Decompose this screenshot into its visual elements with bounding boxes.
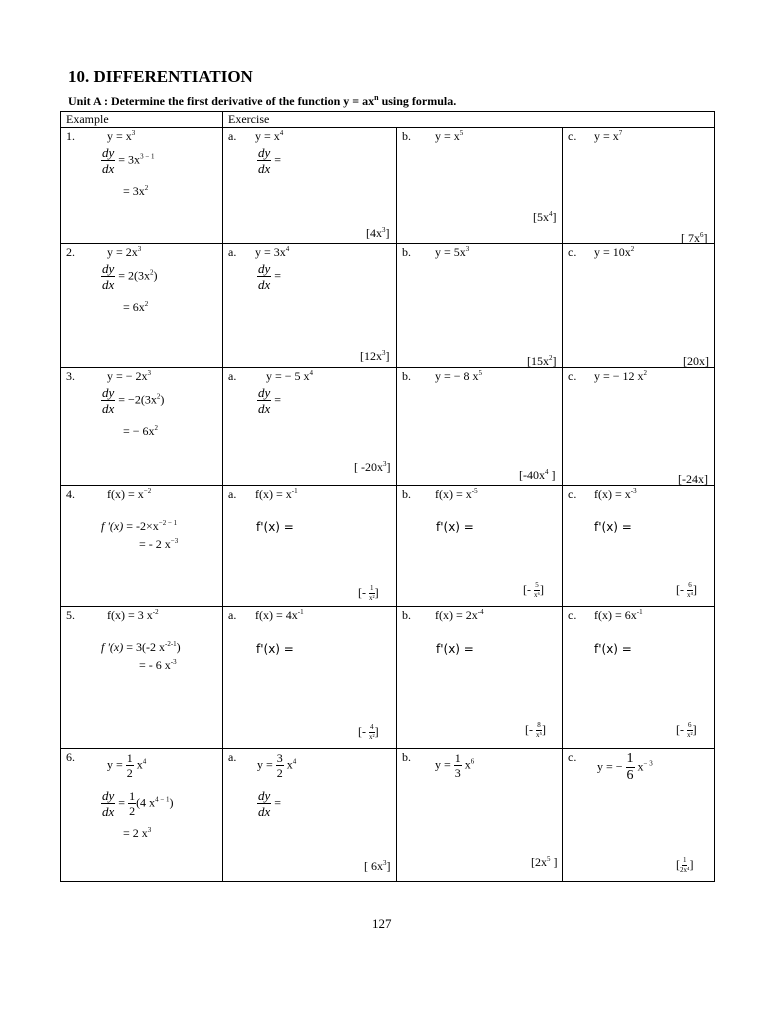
example-cell — [61, 486, 223, 607]
example-function: $y = x^3$ — [107, 129, 136, 143]
example-function: $f(x) = x^{-2}$ — [107, 487, 152, 501]
exercise-function: y = $\frac{3}{2}$ $x^4$ — [257, 751, 297, 780]
example-number: 2. — [66, 245, 75, 259]
answer-key: [ $\frac{1}{\text{2x⁴}}$ ] — [676, 856, 694, 874]
answer-blank: f'(x) = — [594, 642, 632, 656]
exercise-function: y = − 8 $x^5$ — [435, 369, 483, 383]
exercise-function: $y = x^4$ — [255, 129, 284, 143]
example-number: 4. — [66, 487, 75, 501]
exercise-letter: b. — [402, 245, 411, 259]
answer-blank: f'(x) = — [256, 642, 294, 656]
answer-key: $[12x^3]$ — [360, 349, 390, 363]
answer-blank: $\frac{dy}{dx}$ = — [258, 385, 282, 416]
example-cell — [61, 244, 223, 368]
exercise-letter: a. — [228, 608, 237, 622]
exercise-letter: c. — [568, 245, 577, 259]
answer-key: [- $\frac{4}{\text{x²}}$ ] — [358, 723, 379, 741]
exercise-function: $f(x) = 2x^{-4}$ — [435, 608, 484, 622]
exercise-cell — [563, 128, 715, 244]
exercise-letter: b. — [402, 750, 411, 764]
exercise-cell — [563, 607, 715, 749]
answer-blank: $\frac{dy}{dx}$ = — [258, 261, 282, 292]
derivative-result: = - 6 $x^{-3}$ — [139, 658, 177, 672]
section-title: 10. DIFFERENTIATION — [68, 67, 253, 86]
header-exercise: Exercise — [223, 112, 715, 128]
answer-key: [- $\frac{1}{\text{x²}}$ ] — [358, 584, 379, 602]
exercise-function: y = − 5 $x^4$ — [266, 369, 314, 383]
answer-key: [- $\frac{6}{\text{x⁴}}$ ] — [676, 581, 697, 599]
exercise-letter: a. — [228, 129, 237, 143]
answer-key: [20x] — [683, 354, 709, 368]
example-cell — [61, 749, 223, 882]
exercise-letter: c. — [568, 750, 577, 764]
derivative-result: = - 2 $x^{-3}$ — [139, 537, 179, 551]
exercise-cell — [397, 244, 563, 368]
derivative-result: = 2 $x^3$ — [123, 826, 152, 840]
exercise-cell — [223, 368, 397, 486]
exercise-function: $f(x) = 4x^{-1}$ — [255, 608, 304, 622]
exercise-letter: b. — [402, 129, 411, 143]
exercise-letter: c. — [568, 487, 577, 501]
answer-key: [ $-20x^3$] — [354, 460, 391, 474]
exercise-letter: b. — [402, 608, 411, 622]
example-number: 1. — [66, 129, 75, 143]
exercise-function: $y = x^7$ — [594, 129, 623, 143]
exercise-function: $y = 3x^4$ — [255, 245, 290, 259]
answer-key: [ $7x^6$] — [681, 231, 708, 245]
exercise-letter: a. — [228, 369, 237, 383]
derivative-step: f '$(x) = -2\times x^{-2 - 1}$ — [101, 519, 178, 533]
exercise-cell — [397, 749, 563, 882]
answer-key: [- $\frac{6}{\text{x²}}$ ] — [676, 721, 697, 739]
exercise-cell — [223, 128, 397, 244]
example-cell — [61, 368, 223, 486]
exercise-cell — [563, 244, 715, 368]
example-number: 5. — [66, 608, 75, 622]
exercise-function: $f(x) = x^{-3}$ — [594, 487, 637, 501]
example-cell — [61, 607, 223, 749]
answer-key: [- $\frac{8}{\text{x⁵}}$ ] — [525, 721, 546, 739]
exercise-function: $y = 5x^3$ — [435, 245, 470, 259]
unit-instruction: Unit A : Determine the first derivative of the function $y = ax^n$ using formula. — [68, 93, 457, 108]
exercise-function: $f(x) = 6x^{-1}$ — [594, 608, 643, 622]
answer-key: $[5x^4]$ — [533, 210, 557, 224]
derivative-result: = $3x^2$ — [123, 184, 149, 198]
example-function: $y = 2x^3$ — [107, 245, 142, 259]
exercise-function: y = − 12 $x^2$ — [594, 369, 648, 383]
example-cell — [61, 128, 223, 244]
answer-blank: f'(x) = — [436, 520, 474, 534]
exercise-letter: b. — [402, 369, 411, 383]
exercise-cell — [563, 368, 715, 486]
answer-key: [$2x^5$ ] — [531, 855, 558, 869]
exercise-function: $f(x) = x^{-5}$ — [435, 487, 478, 501]
page-number: 127 — [372, 916, 392, 931]
derivative-result: = $6x^2$ — [123, 300, 149, 314]
exercise-function: $y = 10x^2$ — [594, 245, 635, 259]
answer-blank: $\frac{dy}{dx}$ = — [258, 788, 282, 819]
answer-blank: f'(x) = — [436, 642, 474, 656]
example-number: 3. — [66, 369, 75, 383]
exercise-function: y = − $\frac{1}{6}$ $x^{- 3}$ — [597, 751, 653, 783]
example-function: y = − $2x^3$ — [107, 369, 152, 383]
exercise-letter: a. — [228, 487, 237, 501]
exercise-table — [60, 111, 715, 882]
exercise-letter: a. — [228, 245, 237, 259]
derivative-step: $\frac{dy}{dx}$ = $\frac{1}{2}$ (4 $x^{4 - 1}$) — [102, 788, 174, 819]
exercise-letter: c. — [568, 369, 577, 383]
exercise-cell — [563, 749, 715, 882]
header-example: Example — [61, 112, 223, 128]
answer-blank: $\frac{dy}{dx}$ = — [258, 145, 282, 176]
answer-key: $[15x^2]$ — [527, 354, 557, 368]
exercise-letter: a. — [228, 750, 237, 764]
example-function: f(x) = 3 $x^{-2}$ — [107, 608, 159, 622]
answer-key: $[4x^3]$ — [366, 226, 390, 240]
exercise-function: $y = x^5$ — [435, 129, 464, 143]
exercise-cell — [397, 486, 563, 607]
exercise-cell — [223, 607, 397, 749]
exercise-letter: c. — [568, 608, 577, 622]
derivative-step: f '(x) = 3(-2 $x^{-2-1}$) — [101, 640, 181, 654]
answer-key: [-24x] — [678, 472, 708, 486]
exercise-cell — [397, 607, 563, 749]
example-number: 6. — [66, 750, 75, 764]
derivative-result: = − $6x^2$ — [123, 424, 159, 438]
answer-key: [ $6x^3$] — [364, 859, 391, 873]
exercise-cell — [223, 486, 397, 607]
exercise-cell — [223, 244, 397, 368]
derivative-step: $\frac{dy}{dx}$ = $2(3x^2)$ — [102, 261, 158, 292]
answer-key: [- $\frac{5}{\text{x⁶}}$ ] — [523, 581, 544, 599]
answer-blank: f'(x) = — [594, 520, 632, 534]
example-function: y = $\frac{1}{2}$ $x^4$ — [107, 751, 147, 780]
derivative-step: $\frac{dy}{dx}$ = $3x^{3 - 1}$ — [102, 145, 155, 176]
exercise-cell — [563, 486, 715, 607]
exercise-cell — [397, 368, 563, 486]
exercise-letter: b. — [402, 487, 411, 501]
exercise-cell — [223, 749, 397, 882]
answer-blank: f'(x) = — [256, 520, 294, 534]
derivative-step: $\frac{dy}{dx}$ = $-2(3x^2)$ — [102, 385, 165, 416]
exercise-cell — [397, 128, 563, 244]
exercise-letter: c. — [568, 129, 577, 143]
answer-key: [$-40x^4$ ] — [519, 468, 556, 482]
exercise-function: $f(x) = x^{-1}$ — [255, 487, 298, 501]
exercise-function: y = $\frac{1}{3}$ $x^6$ — [435, 751, 475, 780]
